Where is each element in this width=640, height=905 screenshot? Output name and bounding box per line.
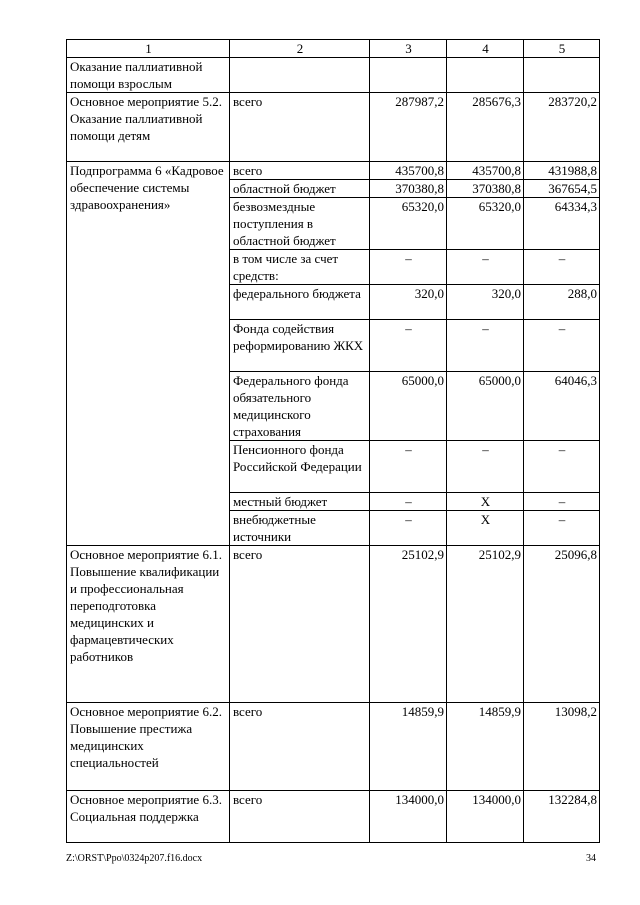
funding-source-cell: федерального бюджета bbox=[230, 285, 370, 320]
value-cell: 65320,0 bbox=[370, 198, 447, 250]
value-cell: 283720,2 bbox=[524, 93, 600, 162]
program-name-cell: Подпрограмма 6 «Кадровое обеспечение системы здравоохранения» bbox=[67, 162, 230, 546]
value-cell: – bbox=[447, 441, 524, 493]
budget-table bbox=[66, 39, 600, 843]
value-cell bbox=[524, 58, 600, 93]
table-row bbox=[67, 58, 600, 93]
document-path: Z:\ORST\Ppo\0324p207.f16.docx bbox=[66, 853, 203, 864]
value-cell: 320,0 bbox=[370, 285, 447, 320]
table-row bbox=[67, 162, 600, 180]
value-cell: 14859,9 bbox=[370, 703, 447, 791]
value-cell: 435700,8 bbox=[447, 162, 524, 180]
funding-source-cell: всего bbox=[230, 162, 370, 180]
funding-source-cell: всего bbox=[230, 93, 370, 162]
col-header-5: 5 bbox=[524, 40, 600, 58]
table-row bbox=[67, 546, 600, 703]
value-cell: 367654,5 bbox=[524, 180, 600, 198]
col-header-3: 3 bbox=[370, 40, 447, 58]
program-name-cell: Основное мероприятие 6.3. Социальная поддержка bbox=[67, 791, 230, 843]
funding-source-cell: в том числе за счет средств: bbox=[230, 250, 370, 285]
value-cell: – bbox=[524, 441, 600, 493]
funding-source-cell: всего bbox=[230, 791, 370, 843]
value-cell: 65000,0 bbox=[447, 372, 524, 441]
table-row bbox=[67, 791, 600, 843]
funding-source-cell: безвозмездные поступления в областной бюджет bbox=[230, 198, 370, 250]
value-cell: 435700,8 bbox=[370, 162, 447, 180]
value-cell: 65000,0 bbox=[370, 372, 447, 441]
col-header-2: 2 bbox=[230, 40, 370, 58]
value-cell: 13098,2 bbox=[524, 703, 600, 791]
value-cell: X bbox=[447, 511, 524, 546]
value-cell: 14859,9 bbox=[447, 703, 524, 791]
program-name-cell: Оказание паллиативной помощи взрослым bbox=[67, 58, 230, 93]
value-cell: – bbox=[524, 511, 600, 546]
funding-source-cell: всего bbox=[230, 703, 370, 791]
page-number: 34 bbox=[586, 853, 596, 864]
value-cell: 25096,8 bbox=[524, 546, 600, 703]
value-cell: – bbox=[370, 320, 447, 372]
value-cell: – bbox=[524, 250, 600, 285]
program-name-cell: Основное мероприятие 6.2. Повышение престижа медицинских специальностей bbox=[67, 703, 230, 791]
value-cell: – bbox=[370, 250, 447, 285]
value-cell: 285676,3 bbox=[447, 93, 524, 162]
value-cell: – bbox=[524, 493, 600, 511]
value-cell bbox=[370, 58, 447, 93]
value-cell: 431988,8 bbox=[524, 162, 600, 180]
value-cell: 25102,9 bbox=[447, 546, 524, 703]
value-cell: 65320,0 bbox=[447, 198, 524, 250]
funding-source-cell: областной бюджет bbox=[230, 180, 370, 198]
funding-source-cell bbox=[230, 58, 370, 93]
funding-source-cell: местный бюджет bbox=[230, 493, 370, 511]
program-name-cell: Основное мероприятие 5.2. Оказание паллиативной помощи детям bbox=[67, 93, 230, 162]
program-name-cell: Основное мероприятие 6.1. Повышение квалификации и профессиональная переподготовка медицинских и фармацевтических работников bbox=[67, 546, 230, 703]
value-cell: 64046,3 bbox=[524, 372, 600, 441]
value-cell: – bbox=[370, 441, 447, 493]
value-cell: – bbox=[447, 250, 524, 285]
value-cell: 25102,9 bbox=[370, 546, 447, 703]
funding-source-cell: Пенсионного фонда Российской Федерации bbox=[230, 441, 370, 493]
value-cell: X bbox=[447, 493, 524, 511]
column-number-row bbox=[67, 40, 600, 58]
value-cell: 134000,0 bbox=[370, 791, 447, 843]
value-cell: 287987,2 bbox=[370, 93, 447, 162]
value-cell: 132284,8 bbox=[524, 791, 600, 843]
value-cell: 370380,8 bbox=[370, 180, 447, 198]
value-cell: 370380,8 bbox=[447, 180, 524, 198]
table-row bbox=[67, 703, 600, 791]
funding-source-cell: Федерального фонда обязательного медицинского страхования bbox=[230, 372, 370, 441]
value-cell: – bbox=[370, 511, 447, 546]
value-cell: – bbox=[370, 493, 447, 511]
table-row bbox=[67, 93, 600, 162]
col-header-4: 4 bbox=[447, 40, 524, 58]
value-cell: 64334,3 bbox=[524, 198, 600, 250]
col-header-1: 1 bbox=[67, 40, 230, 58]
value-cell: – bbox=[447, 320, 524, 372]
value-cell: 320,0 bbox=[447, 285, 524, 320]
value-cell: – bbox=[524, 320, 600, 372]
funding-source-cell: всего bbox=[230, 546, 370, 703]
value-cell: 134000,0 bbox=[447, 791, 524, 843]
funding-source-cell: Фонда содействия реформированию ЖКХ bbox=[230, 320, 370, 372]
funding-source-cell: внебюджетные источники bbox=[230, 511, 370, 546]
value-cell: 288,0 bbox=[524, 285, 600, 320]
value-cell bbox=[447, 58, 524, 93]
